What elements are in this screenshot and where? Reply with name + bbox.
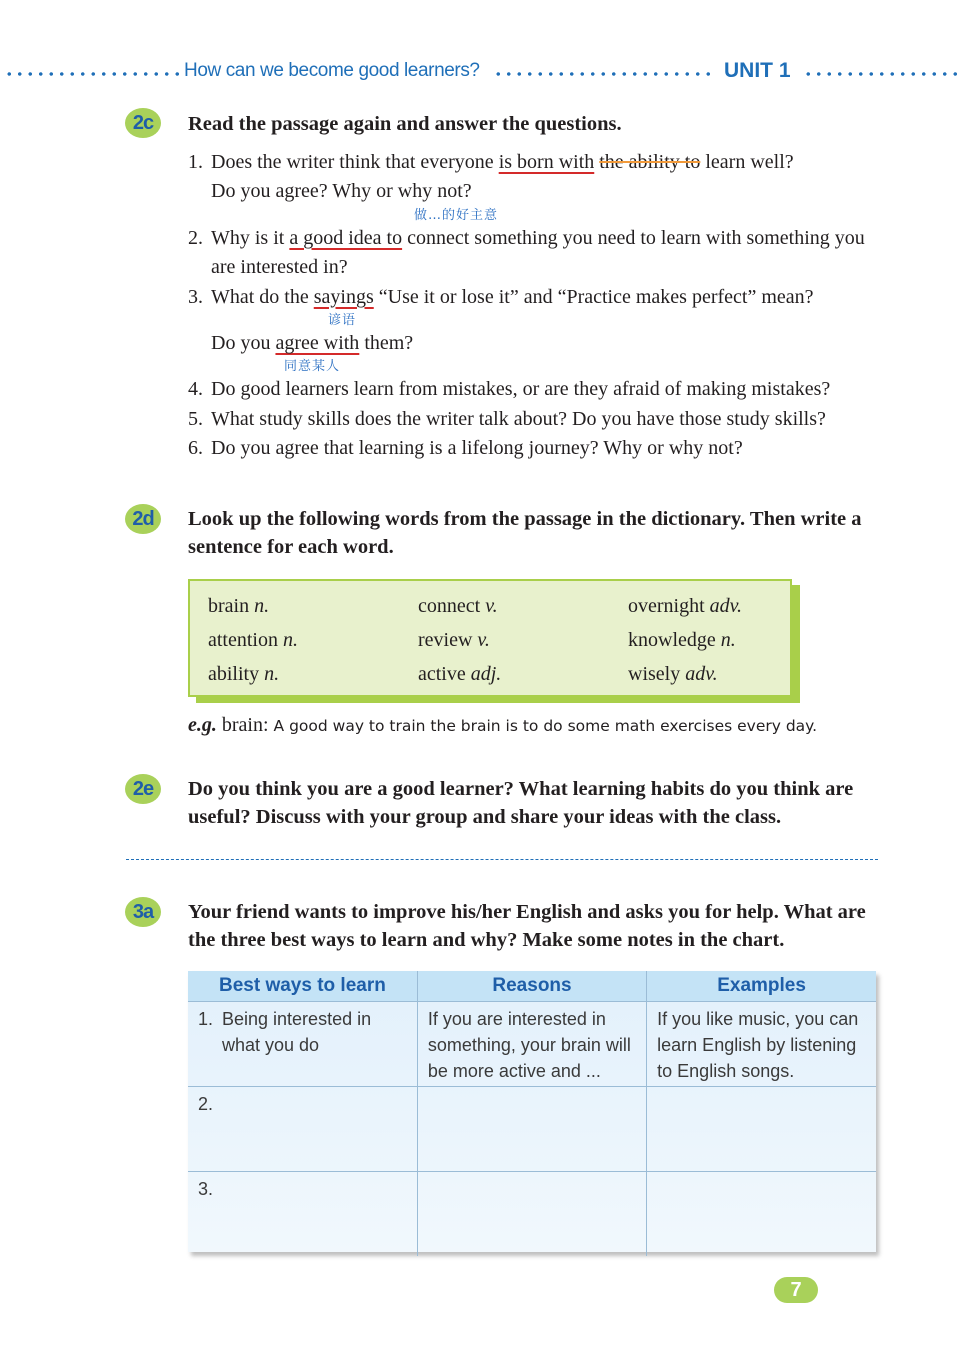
unit-label: UNIT 1	[724, 59, 791, 82]
question-number-spacer	[188, 329, 211, 358]
handwritten-note-good-idea: 做…的好主意	[414, 207, 499, 223]
vocabulary-grid	[208, 589, 808, 691]
vocab-item	[208, 589, 418, 623]
example-label: e.g.	[188, 714, 217, 736]
handwritten-note-agree-with: 同意某人	[284, 359, 341, 375]
vocab-part-of-speech: v.	[485, 595, 498, 617]
vocab-item	[418, 623, 628, 657]
question-1	[188, 148, 878, 207]
vocab-part-of-speech: n.	[282, 629, 298, 651]
vocab-word: overnight	[628, 595, 705, 617]
vocab-item	[628, 623, 808, 657]
page-number: 7	[774, 1277, 818, 1303]
way-text: Being interested in what you do	[222, 1009, 372, 1055]
chart-row	[188, 1172, 876, 1257]
vocab-part-of-speech: v.	[477, 629, 490, 651]
cell-reason[interactable]	[417, 1087, 646, 1172]
column-header: Examples	[647, 971, 876, 1002]
question-number: 4.	[188, 378, 203, 401]
vocab-word: knowledge	[628, 629, 716, 651]
vocab-word: review	[418, 629, 473, 651]
vocab-word: active	[418, 663, 466, 685]
question-number: 5.	[188, 407, 203, 430]
vocab-part-of-speech: adv.	[685, 663, 718, 685]
vocab-item	[208, 623, 418, 657]
example-sentence-line	[188, 714, 817, 737]
underlined-phrase: a good idea to	[289, 226, 403, 249]
vocab-part-of-speech: n.	[254, 595, 270, 617]
vocab-word: ability	[208, 663, 260, 685]
vocab-word: attention	[208, 629, 278, 651]
vocab-item	[628, 589, 808, 623]
header-title: How can we become good learners?	[184, 60, 480, 81]
question-list-2c	[188, 148, 878, 464]
column-header: Best ways to learn	[188, 971, 417, 1002]
text-segment: What do the	[211, 285, 314, 308]
question-text: What study skills does the writer talk about? Do you have those study skills?	[211, 407, 826, 430]
dot-divider-right	[803, 71, 960, 77]
cell-way[interactable]	[188, 1087, 417, 1172]
question-text	[211, 329, 878, 358]
vocab-item	[628, 657, 808, 691]
page-header	[0, 58, 960, 88]
question-text: Do you agree that learning is a lifelong journey? Why or why not?	[211, 437, 743, 460]
column-header: Reasons	[417, 971, 646, 1002]
text-segment: “Use it or lose it” and “Practice makes perfect” mean?	[373, 285, 814, 308]
section-badge-2e: 2e	[125, 774, 161, 804]
question-number: 1.	[188, 151, 203, 173]
vocab-word: brain	[208, 595, 250, 617]
highlighted-phrase: the ability to	[599, 151, 701, 173]
text-segment: Why is it	[211, 226, 290, 249]
vocab-part-of-speech: n.	[720, 629, 736, 651]
question-5	[188, 405, 878, 434]
text-segment: them?	[359, 332, 414, 355]
cell-reason[interactable]: If you are interested in something, your brain will be more active and ...	[417, 1002, 646, 1087]
text-segment: Do you	[211, 332, 276, 355]
underlined-phrase: sayings	[313, 285, 374, 308]
question-6	[188, 434, 878, 463]
dot-divider-left	[4, 71, 182, 77]
vocab-word: connect	[418, 595, 481, 617]
question-number: 3.	[188, 285, 203, 308]
question-3-continued	[188, 329, 878, 358]
vocab-item	[418, 589, 628, 623]
example-word: brain:	[221, 714, 269, 736]
section-divider	[126, 859, 878, 860]
section-badge-2d: 2d	[125, 504, 161, 534]
question-text	[211, 283, 878, 312]
cell-reason[interactable]	[417, 1172, 646, 1257]
vocab-part-of-speech: n.	[264, 663, 280, 685]
vocab-item	[208, 657, 418, 691]
vocab-word: wisely	[628, 663, 681, 685]
vocab-part-of-speech: adj.	[470, 663, 502, 685]
question-4	[188, 375, 878, 404]
chart-row	[188, 1002, 876, 1087]
chart-row	[188, 1087, 876, 1172]
instruction-2c: Read the passage again and answer the questions.	[188, 113, 622, 135]
annotation-line	[188, 207, 878, 224]
question-text	[211, 148, 878, 207]
question-2	[188, 224, 878, 283]
row-number: 2.	[198, 1094, 214, 1114]
handwritten-note-sayings: 谚语	[328, 313, 357, 329]
cell-example[interactable]: If you like music, you can learn English by listening to English songs.	[647, 1002, 876, 1087]
question-number: 2.	[188, 226, 203, 249]
cell-way[interactable]	[188, 1002, 417, 1087]
text-segment: connect something you need to learn with something you are interested in?	[211, 226, 865, 279]
notes-chart	[188, 971, 876, 1252]
text-segment: Do you agree? Why or why not?	[211, 180, 472, 203]
cell-example[interactable]	[647, 1087, 876, 1172]
dot-divider-middle	[493, 71, 713, 77]
vocabulary-box	[188, 579, 792, 697]
instruction-3a: Your friend wants to improve his/her English and asks you for help. What are the three best ways to learn and why? Make some notes in the chart.	[188, 901, 866, 951]
chart-header-row	[188, 971, 876, 1002]
question-text: Do good learners learn from mistakes, or are they afraid of making mistakes?	[211, 378, 831, 401]
question-3	[188, 283, 878, 312]
vocab-part-of-speech: adv.	[709, 595, 743, 617]
text-segment: learn well?	[700, 151, 794, 173]
row-number: 3.	[198, 1179, 214, 1199]
cell-way[interactable]	[188, 1172, 417, 1257]
underlined-phrase: is born with	[498, 151, 595, 173]
notes-chart-table	[188, 971, 876, 1256]
question-number: 6.	[188, 437, 203, 460]
question-text	[211, 224, 878, 283]
section-badge-2c: 2c	[125, 108, 161, 138]
vocab-item	[418, 657, 628, 691]
example-sentence: A good way to train the brain is to do some math exercises every day.	[273, 717, 818, 735]
annotation-line	[188, 358, 878, 375]
instruction-2e: Do you think you are a good learner? What learning habits do you think are useful? Discuss with your group and share your ideas with the class.	[188, 778, 854, 828]
underlined-phrase: agree with	[275, 332, 360, 355]
instruction-2d: Look up the following words from the passage in the dictionary. Then write a sentence for each word.	[188, 508, 862, 558]
annotation-line	[188, 312, 878, 329]
cell-example[interactable]	[647, 1172, 876, 1257]
section-badge-3a: 3a	[125, 897, 161, 927]
text-segment: Does the writer think that everyone	[211, 151, 499, 173]
row-number: 1.	[198, 1009, 214, 1029]
